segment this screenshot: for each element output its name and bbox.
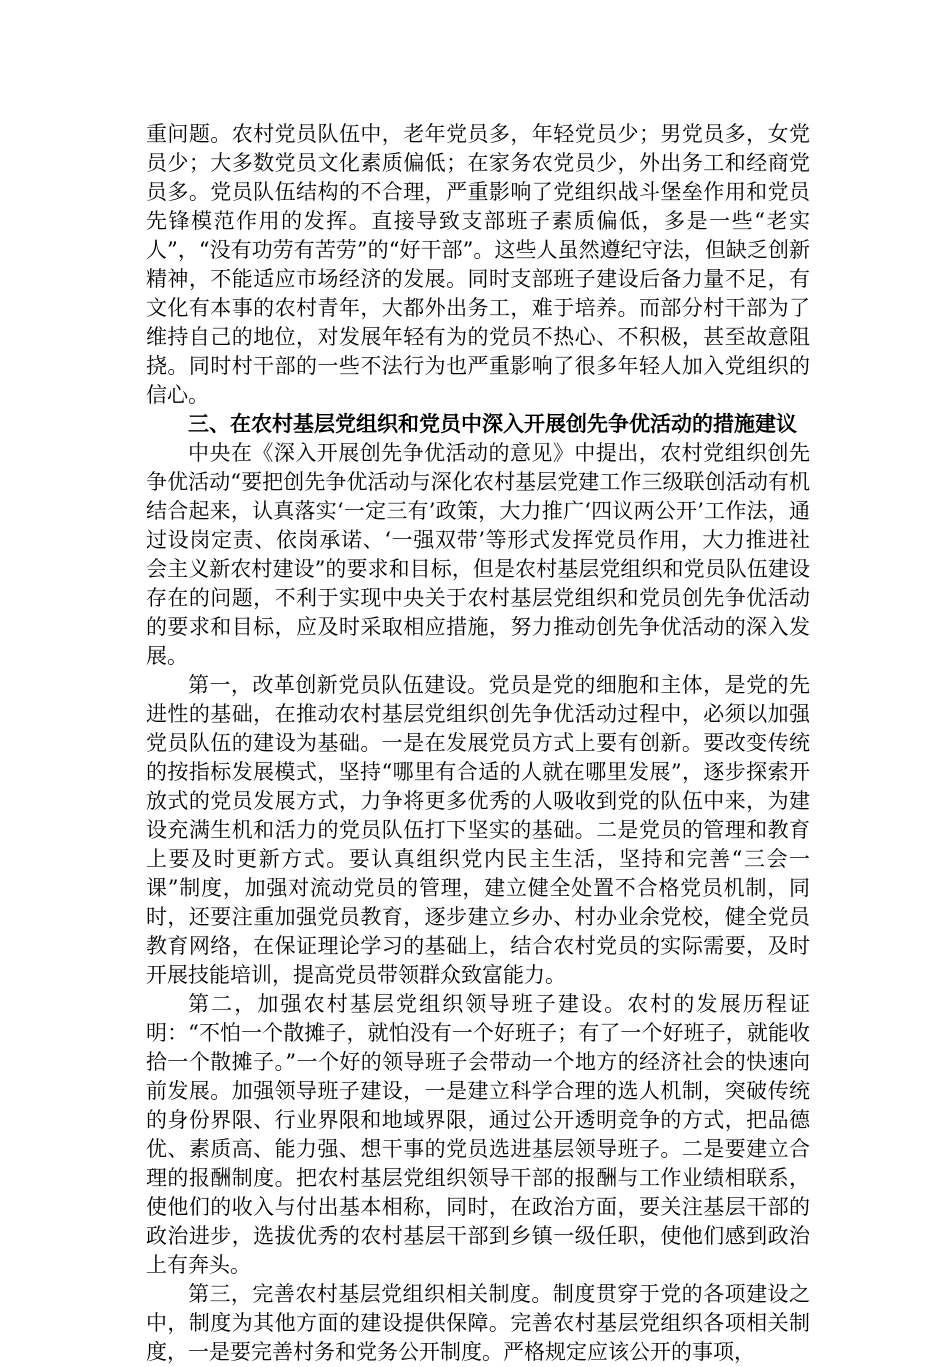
document-page: [146, 120, 810, 1367]
paragraph-third-measure: 第三，完善农村基层党组织相关制度。制度贯穿于党的各项建设之中，制度为其他方面的建设提供保障。完善农村基层党组织各项相关制度，一是要完善村务和党务公开制度。严格规定应该公开的事项，: [146, 1282, 810, 1364]
section-heading: 三、在农村基层党组织和党员中深入开展创先争优活动的措施建议: [188, 412, 797, 436]
paragraph-first-measure: 第一，改革创新党员队伍建设。党员是党的细胞和主体，是党的先进性的基础，在推动农村基层党组织创先争优活动过程中，必须以加强党员队伍的建设为基础。一是在发展党员方式上要有创新。要改变传统的按指标发展模式，坚持“哪里有合适的人就在哪里发展”，逐步探索开放式的党员发展方式，力争将更多优秀的人吸收到党的队伍中来，为建设充满生机和活力的党员队伍打下坚实的基础。二是党员的管理和教育上要及时更新方式。要认真组织党内民主生活，坚持和完善“三会一课”制度，加强对流动党员的管理，建立健全处置不合格党员机制，同时，还要注重加强党员教育，逐步建立乡办、村办业余党校，健全党员教育网络，在保证理论学习的基础上，结合农村党员的实际需要，及时开展技能培训，提高党员带领群众致富能力。: [146, 673, 810, 987]
paragraph-second-measure: 第二，加强农村基层党组织领导班子建设。农村的发展历程证明：“不怕一个散摊子，就怕没有一个好班子；有了一个好班子，就能收拾一个散摊子。”一个好的领导班子会带动一个地方的经济社会的快速向前发展。加强领导班子建设，一是建立科学合理的选人机制，突破传统的身份界限、行业界限和地域界限，通过公开透明竞争的方式，把品德优、素质高、能力强、想干事的党员选进基层领导班子。二是要建立合理的报酬制度。把农村基层党组织领导干部的报酬与工作业绩相联系，使他们的收入与付出基本相称，同时，在政治方面，要关注基层干部的政治进步，选拔优秀的农村基层干部到乡镇一级任职，使他们感到政治上有奔头。: [146, 992, 810, 1277]
paragraph-continuation: 重问题。农村党员队伍中，老年党员多，年轻党员少；男党员多，女党员少；大多数党员文化素质偏低；在家务农党员少，外出务工和经商党员多。党员队伍结构的不合理，严重影响了党组织战斗堡垒作用和党员先锋模范作用的发挥。直接导致支部班子素质偏低，多是一些“老实人”，“没有功劳有苦劳”的“好干部”。这些人虽然遵纪守法，但缺乏创新精神，不能适应市场经济的发展。同时支部班子建设后备力量不足，有文化有本事的农村青年，大都外出务工，难于培养。而部分村干部为了维持自己的地位，对发展年轻有为的党员不热心、不积极，甚至故意阻挠。同时村干部的一些不法行为也严重影响了很多年轻人加入党组织的信心。: [146, 122, 810, 407]
paragraph-central-opinion: 中央在《深入开展创先争优活动的意见》中提出，农村党组织创先争优活动“要把创先争优活动与深化农村基层党建工作三级联创活动有机结合起来，认真落实‘一定三有’政策，大力推广‘四议两公开’工作法，通过设岗定责、依岗承诺、‘一强双带’等形式发挥党员作用，大力推进社会主义新农村建设”的要求和目标，但是农村基层党组织和党员队伍建设存在的问题，不利于实现中央关于农村基层党组织和党员创先争优活动的要求和目标，应及时采取相应措施，努力推动创先争优活动的深入发展。: [146, 441, 810, 668]
